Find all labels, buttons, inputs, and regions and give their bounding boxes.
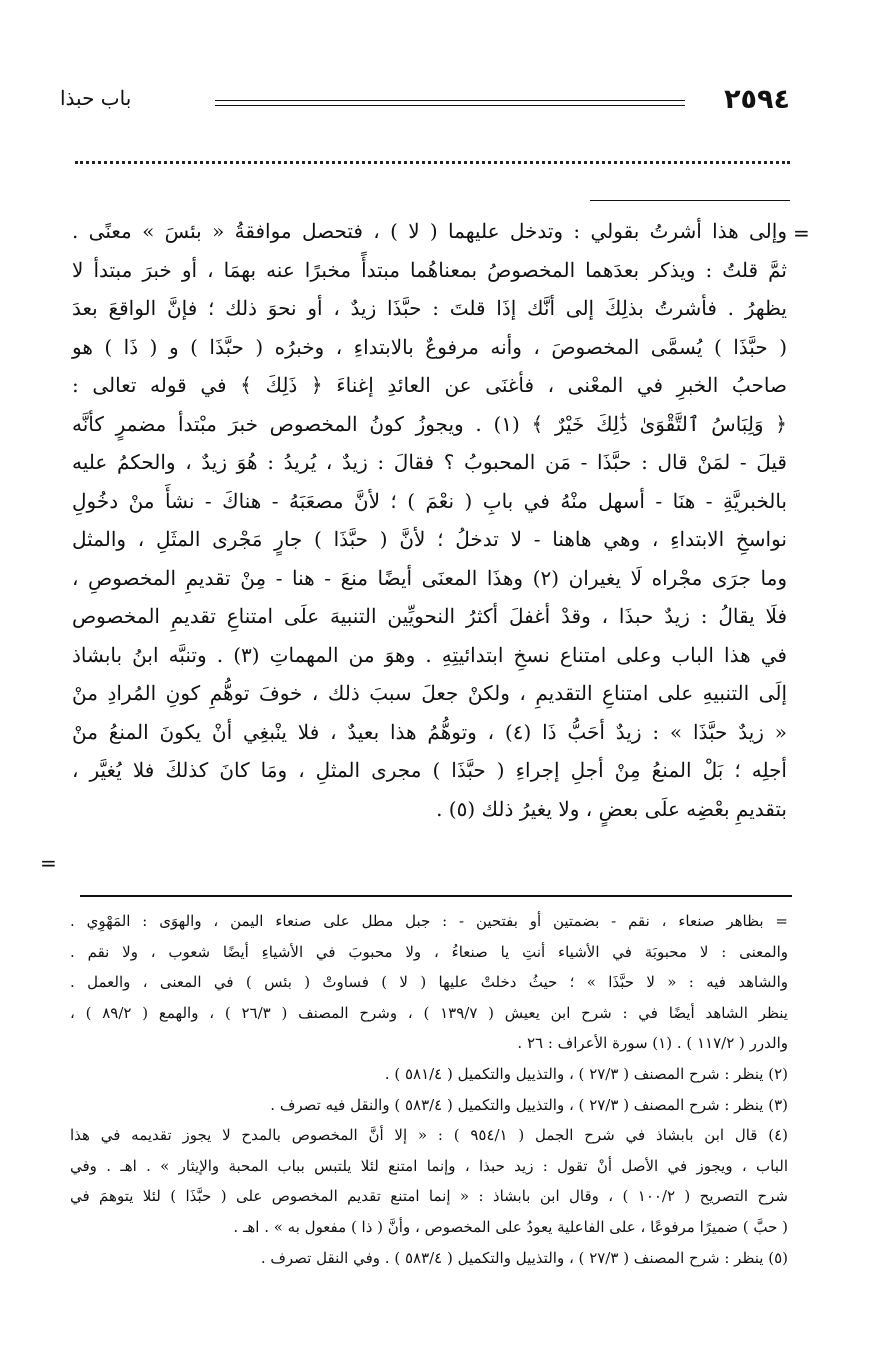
main-line: أجلِه ؛ بَلْ المنعُ مِنْ أجلِ إجراءِ ( حبَّذَا ) مجرى المثلِ ، ومَا كانَ كذلكَ فلا يُغيَّر ، xyxy=(72,758,787,782)
main-line: وما جرَى مجْراه لَا يغيران (٢) وهذَا المعنَى أيضًا منعَ - هنا - مِنْ تقديمِ المخصوصِ ، xyxy=(72,565,787,590)
main-line: إلَى التنبيهِ على امتناعِ التقديمِ ، ولكنْ جعلَ سببَ ذلك ، خوفَ توهُّمِ كونِ المُرادِ منْ xyxy=(72,681,787,705)
main-line: ثمَّ قلتُ : ويذكر بعدَهما المخصوصُ بمعناهُما مبتدأً مخبرًا عنه بهمَا ، أو خبرَ مبتدأ لا xyxy=(72,257,787,282)
main-line: ( حبَّذَا ) يُسمَّى المخصوصَ ، وأنه مرفوعٌ بالابتداءِ ، وخبرُه ( حبَّذَا ) و ( ذَا ) هو xyxy=(72,334,787,359)
dotted-separator xyxy=(75,161,790,164)
main-line: بالخبريَّةِ - هنَا - أسهل منْهُ في بابِ ( نعْمَ ) ؛ لأنَّ مصعَبَهُ - هناكَ - نشأَ منْ دخُولِ xyxy=(72,488,787,513)
footnote-line: (٤) قال ابن بابشاذ في شرح الجمل ( ٩٥٤/١ ) : « إلا أنَّ المخصوص بالمدح لا يجوز تقديمه في هذا xyxy=(70,1126,789,1145)
header-double-rule xyxy=(215,100,685,106)
main-line: ﴿ وَلِبَاسُ ٱلتَّقْوَىٰ ذَٰلِكَ خَيْرٌ ﴾ (١) . ويجوزُ كونُ المخصوص خبرَ مبْتدأ مضمرٍ كأنَّه xyxy=(72,411,788,436)
footnote-separator xyxy=(80,895,792,897)
footnote-line: والدرر ( ١١٧/٢ ) . (١) سورة الأعراف : ٢٦ . xyxy=(517,1034,788,1053)
footnote-line: = بظاهر صنعاء ، نقم - بضمتين أو بفتحين - : جبل مطل على صنعاء اليمن ، والهوَى : المَهْوِي . xyxy=(70,912,788,930)
footnote-line: الباب ، ويجوز في الأصل أنْ تقول : زيد حبذا ، وإنما امتنع لئلا يلتبس بباب المحبة والإيثار » . اهـ . وفي xyxy=(70,1156,788,1175)
footnote-line: (٣) ينظر : شرح المصنف ( ٢٧/٣ ) ، والتذييل والتكميل ( ٥٨٣/٤ ) والنقل فيه تصرف . xyxy=(270,1095,788,1114)
main-line: يظهرُ . فأشرتُ بذلِكَ إلى أنَّك إذَا قلتَ : حبَّذَا زيدٌ ، أو نحوَ ذلك ؛ فإنَّ الواقعَ بعدَ xyxy=(72,296,787,320)
main-line: فلَا يقالُ : زيدٌ حبذَا ، وقدْ أغفلَ أكثرُ النحويِّين التنبيهَ علَى امتناعِ تقديمِ المخصوص xyxy=(72,604,787,628)
continuation-mark-bottom: = xyxy=(40,851,57,875)
footnote-line: (٥) ينظر : شرح المصنف ( ٢٧/٣ ) ، والتذييل والتكميل ( ٥٨٣/٤ ) . وفي النقل تصرف . xyxy=(260,1248,788,1267)
main-line: وإلى هذا أشرتُ بقولي : وتدخل عليهما ( لا ) ، فتحصل موافقةُ « بئسَ » معنًى . xyxy=(72,219,787,243)
short-rule xyxy=(590,200,790,201)
chapter-title: باب حبذا xyxy=(60,86,132,110)
continuation-mark-top: = xyxy=(793,221,810,245)
footnote-line: والمعنى : لا محبوبَة في الأشياء أنتِ يا صنعاءُ ، ولا محبوبَ في الأشياءِ أيضًا شعوب ، ولا نقم . xyxy=(70,942,788,961)
page-header xyxy=(60,84,790,124)
main-line: في هذا الباب وعلى امتناع نسخِ ابتدائيتِهِ . وهوَ من المهماتِ (٣) . وتنبَّه ابنُ بابشاذ xyxy=(72,642,787,667)
main-line: صاحبُ الخبرِ في المعْنى ، فأغنَى عن العائدِ إغناءَ ﴿ ذَلِكَ ﴾ في قوله تعالى : xyxy=(72,373,787,397)
main-line: « زيدٌ حبَّذَا » : زيدٌ أحَبُّ ذَا (٤) ، وتوهُّمُ هذا بعيدٌ ، فلا ينْبغِي أنْ يكونَ المنعُ منْ xyxy=(72,719,788,744)
footnote-line: ( حبَّ ) ضميرًا مرفوعًا ، على الفاعلية يعودُ على المخصوص ، وأنَّ ( ذا ) مفعول به » . اهـ . xyxy=(233,1217,788,1236)
footnote-line: ينظر الشاهد أيضًا في : شرح ابن يعيش ( ١٣٩/٧ ) ، وشرح المصنف ( ٢٦/٣ ) ، والهمع ( ٨٩/٢ ) ، xyxy=(70,1003,788,1022)
footnotes xyxy=(70,906,788,1273)
page-number: ٢٥٩٤ xyxy=(724,84,790,115)
main-text xyxy=(72,212,787,828)
footnote-line: والشاهد فيه : « لا حبَّذَا » ؛ حيثُ دخلتْ عليها ( لا ) فساوتْ ( بئس ) في المعنى ، والعمل . xyxy=(70,973,788,992)
main-line: قيلَ - لمَنْ قال : حبَّذَا - مَن المحبوبُ ؟ فقالَ : زيدٌ ، يُريدُ : هُوَ زيدٌ ، والحكمُ عليه xyxy=(72,450,787,474)
footnote-line: شرح التصريح ( ١٠٠/٢ ) ، وقال ابن بابشاذ : « إنما امتنع تقديم المخصوص على ( حبَّذَا ) لئلا يتوهمَ في xyxy=(70,1187,789,1206)
main-line: نواسخِ الابتداءِ ، وهي هاهنا - لا تدخلُ ؛ لأنَّ ( حبَّذَا ) جارٍ مَجْرى المثَلِ ، والمثل xyxy=(72,527,787,551)
footnote-line: (٢) ينظر : شرح المصنف ( ٢٧/٣ ) ، والتذييل والتكميل ( ٥٨١/٤ ) . xyxy=(384,1064,788,1083)
main-line: بتقديمِ بعْضِه علَى بعضٍ ، ولا يغيرُ ذلك (٥) . xyxy=(436,796,787,821)
